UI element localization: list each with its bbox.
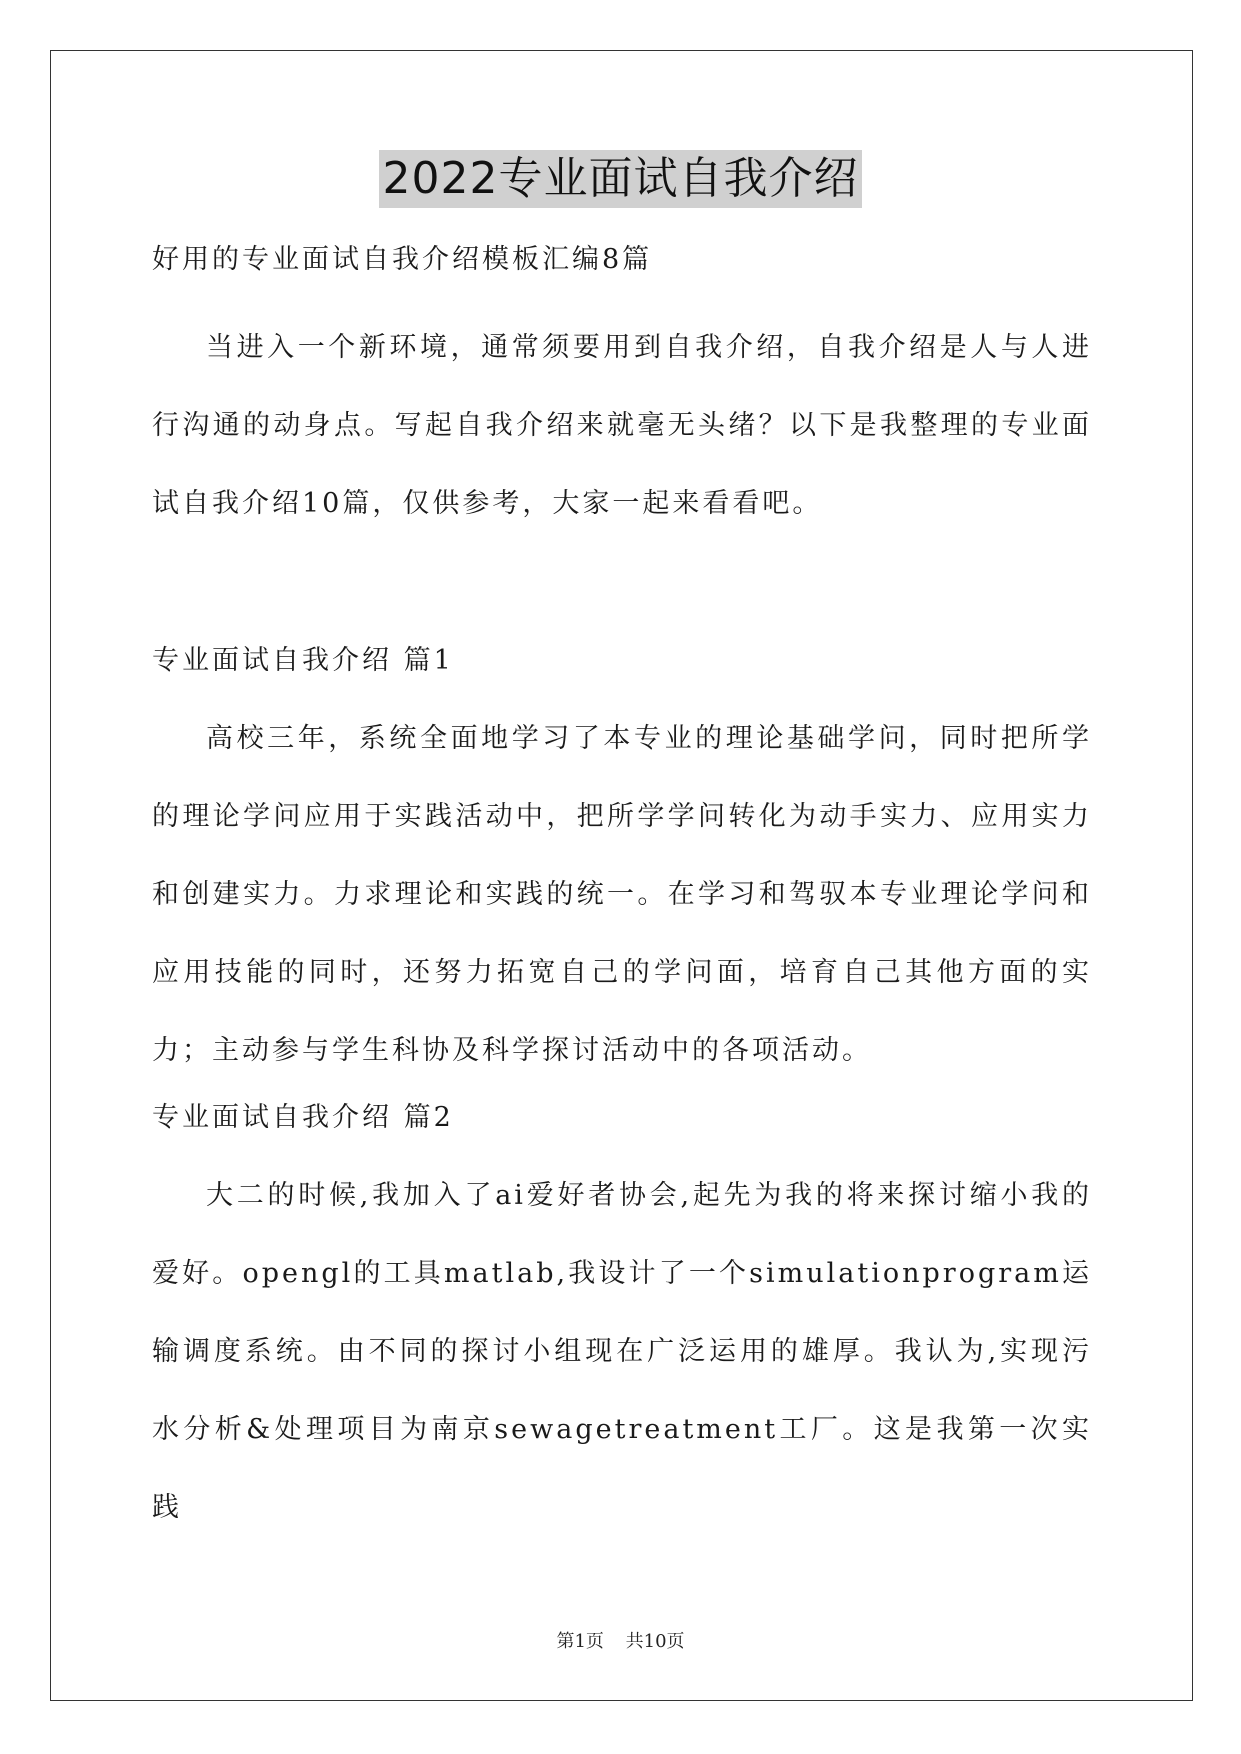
document-body <box>152 240 1092 1547</box>
section-body-1: 高校三年，系统全面地学习了本专业的理论基础学问，同时把所学的理论学问应用于实践活动中，把所学学问转化为动手实力、应用实力和创建实力。力求理论和实践的统一。在学习和驾驭本专业理论学问和应用技能的同时，还努力拓宽自己的学问面，培育自己其他方面的实力；主动参与学生科协及科学探讨活动中的各项活动。 <box>152 723 1092 1066</box>
title-container <box>0 150 1241 208</box>
intro-paragraph: 当进入一个新环境，通常须要用到自我介绍，自我介绍是人与人进行沟通的动身点。写起自我介绍来就毫无头绪？以下是我整理的专业面试自我介绍10篇，仅供参考，大家一起来看看吧。 <box>152 332 1092 519</box>
section-body-2: 大二的时候,我加入了ai爱好者协会,起先为我的将来探讨缩小我的爱好。opengl的工具matlab,我设计了一个simulationprogram运输调度系统。由不同的探讨小组现在广泛运用的雄厚。我认为,实现污水分析&处理项目为南京sewagetreatment工厂。这是我第一次实践 <box>152 1180 1092 1523</box>
section-heading-2: 专业面试自我介绍 篇2 <box>152 1102 454 1133</box>
document-title: 2022专业面试自我介绍 <box>379 150 863 208</box>
page-footer <box>0 1627 1241 1653</box>
page-total: 共10页 <box>625 1631 685 1652</box>
section-heading-1: 专业面试自我介绍 篇1 <box>152 645 454 676</box>
document-subtitle: 好用的专业面试自我介绍模板汇编8篇 <box>152 244 653 275</box>
page-number: 第1页 <box>556 1631 604 1652</box>
